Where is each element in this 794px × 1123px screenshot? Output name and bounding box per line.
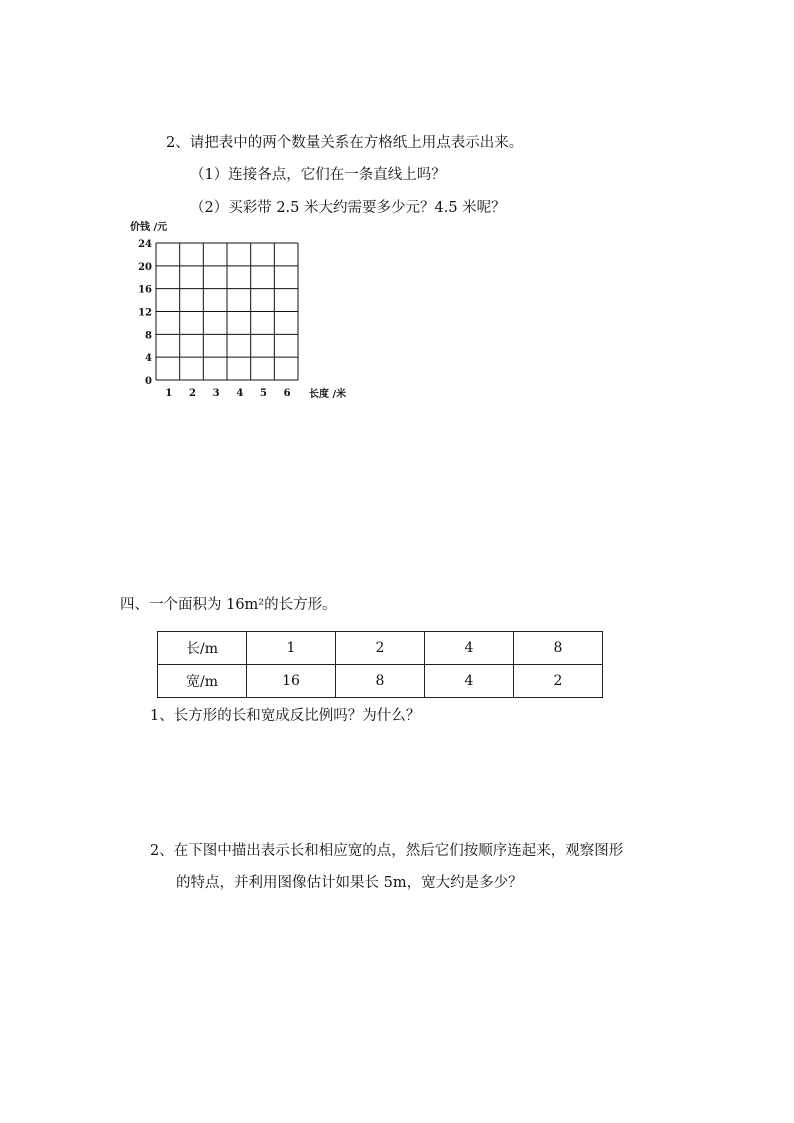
dimension-table [157,631,603,698]
table-cell: 8 [336,665,425,698]
section-4-question-1: 1、长方形的长和宽成反比例吗？为什么？ [150,708,421,724]
table-cell: 4 [425,632,514,665]
row-label: 宽/m [158,665,247,698]
table-cell: 2 [336,632,425,665]
y-tick-label: 12 [138,307,152,319]
section-4-question-2-line-2: 的特点，并利用图像估计如果长 5m，宽大约是多少？ [176,875,523,891]
x-tick-label: 3 [212,388,220,399]
x-tick-label: 2 [189,388,196,399]
y-tick-label: 20 [138,261,152,273]
y-tick-label: 0 [145,376,152,387]
table-cell: 2 [514,665,603,698]
question-2-part-2: （2）买彩带 2.5 米大约需要多少元？4.5 米呢？ [190,200,506,216]
question-2-text: 2、请把表中的两个数量关系在方格纸上用点表示出来。 [166,135,524,151]
y-tick-labels [138,239,152,387]
y-tick-label: 24 [138,239,152,250]
x-tick-labels [165,388,290,399]
grid-chart [120,214,370,404]
x-axis-label: 长度 /米 [309,389,347,400]
table-cell: 4 [425,665,514,698]
y-tick-label: 16 [138,284,152,296]
x-tick-label: 5 [260,388,267,399]
y-tick-label: 4 [145,353,152,365]
table-cell: 1 [247,632,336,665]
section-4-title: 四、一个面积为 16m²的长方形。 [120,597,337,613]
x-tick-label: 4 [236,388,244,399]
question-2-part-1: （1）连接各点，它们在一条直线上吗？ [190,167,446,183]
section-4-question-2-line-1: 2、在下图中描出表示长和相应宽的点，然后它们按顺序连起来，观察图形 [150,843,624,859]
chart-grid [156,243,298,380]
x-tick-label: 1 [165,388,173,399]
row-label: 长/m [158,632,247,665]
table-row [158,632,603,665]
table-cell: 8 [514,632,603,665]
y-axis-label: 价钱 /元 [130,222,168,233]
x-tick-label: 6 [283,388,291,399]
table-cell: 16 [247,665,336,698]
y-tick-label: 8 [145,330,152,342]
table-row [158,665,603,698]
